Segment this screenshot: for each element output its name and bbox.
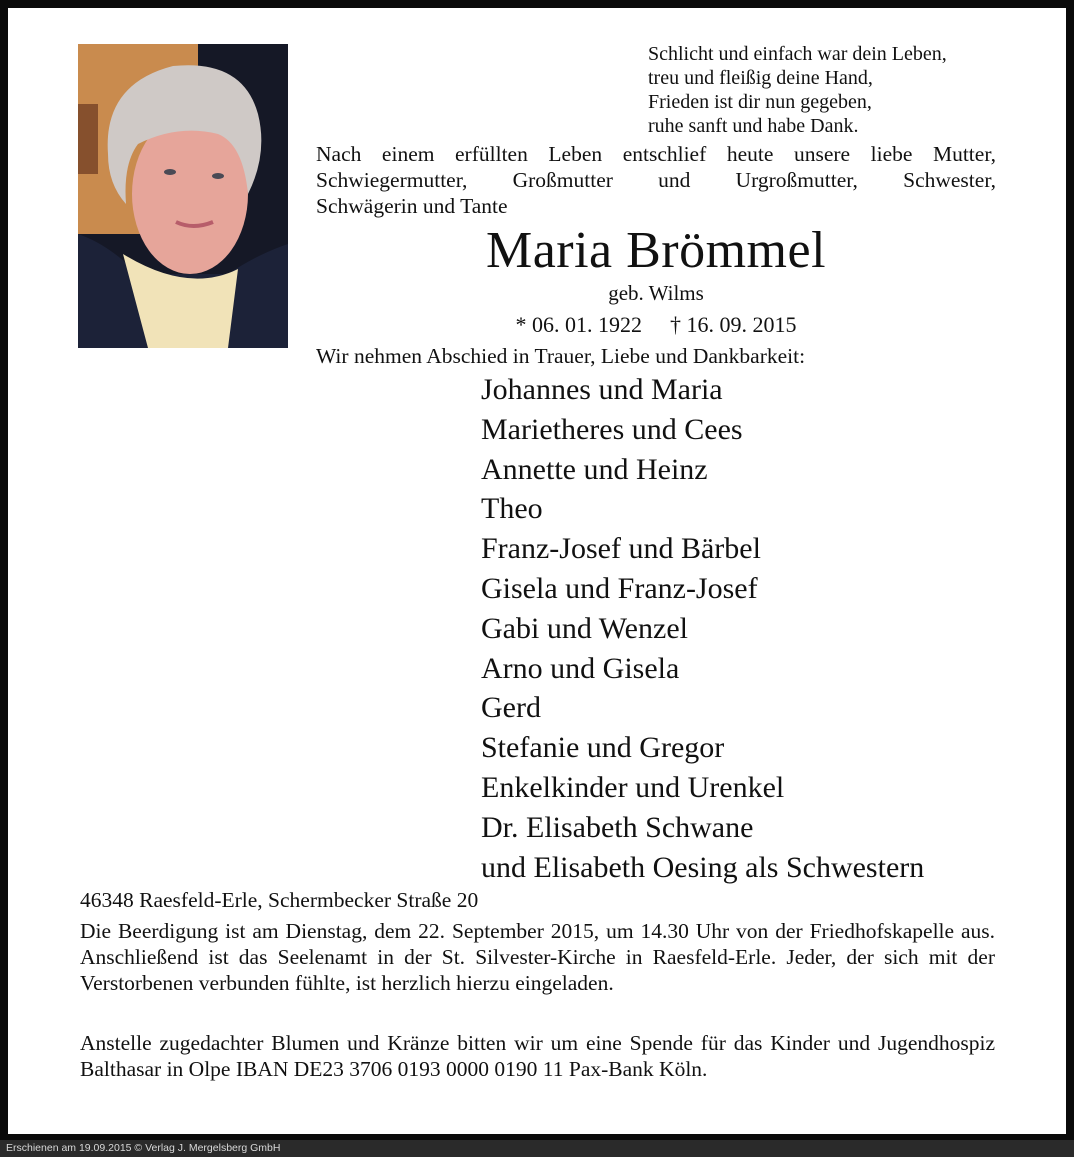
intro-line: Schwiegermutter, Großmutter und Urgroßmutter, Schwester, [316,168,996,192]
mourners-list [481,370,924,887]
mourner-entry: Stefanie und Gregor [481,731,725,765]
publication-footer [0,1140,1074,1157]
mourner-entry: Gabi und Wenzel [481,611,688,645]
poem-verse [648,42,947,138]
publication-credit: Erschienen am 19.09.2015 © Verlag J. Mergelsberg GmbH [6,1142,281,1154]
mourner-entry: und Elisabeth Oesing als Schwestern [481,850,925,884]
portrait-image [78,44,288,348]
mourner-entry: Johannes und Maria [481,373,723,406]
donation-request: Anstelle zugedachter Blumen und Kränze bitten wir um eine Spende für das Kinder und Jugendhospiz Balthasar in Olpe IBAN DE23 3706 0193 0000 0190 11 Pax-Bank Köln. [80,1031,995,1081]
mourner-entry: Enkelkinder und Urenkel [481,770,785,804]
birth-date: * 06. 01. 1922 [515,312,642,337]
mourner-entry: Franz-Josef und Bärbel [481,532,761,566]
mourner-entry: Theo [481,492,543,526]
mourner-entry: Gerd [481,691,541,725]
mourner-entry: Dr. Elisabeth Schwane [481,810,754,844]
poem-line: ruhe sanft und habe Dank. [648,115,859,137]
funeral-details: Die Beerdigung ist am Dienstag, dem 22. September 2015, um 14.30 Uhr von der Friedhofskapelle aus. Anschließend ist das Seelenamt in der St. Silvester-Kirche in Raesfeld-Erle. Jeder, der sich mit der Verstorbenen verbunden fühlte, ist herzlich hierzu eingeladen. [80,919,995,995]
death-date: † 16. 09. 2015 [670,312,797,337]
poem-line: Schlicht und einfach war dein Leben, [648,43,947,65]
mourner-entry: Annette und Heinz [481,452,708,486]
poem-line: treu und fleißig deine Hand, [648,67,873,89]
mourner-entry: Marietheres und Cees [481,412,743,446]
family-address: 46348 Raesfeld-Erle, Schermbecker Straße 20 [80,888,479,912]
intro-paragraph [316,141,996,219]
mourner-entry: Gisela und Franz-Josef [481,571,758,605]
birth-name: geb. Wilms [608,281,704,305]
poem-line: Frieden ist dir nun gegeben, [648,91,872,113]
life-dates [316,311,996,339]
intro-line: Nach einem erfüllten Leben entschlief heute unsere liebe Mutter, [316,142,996,166]
intro-line: Schwägerin und Tante [316,194,508,218]
portrait-photo [78,44,288,348]
mourner-entry: Arno und Gisela [481,651,680,685]
farewell-line: Wir nehmen Abschied in Trauer, Liebe und Dankbarkeit: [316,344,806,368]
deceased-name: Maria Brömmel [485,222,827,279]
